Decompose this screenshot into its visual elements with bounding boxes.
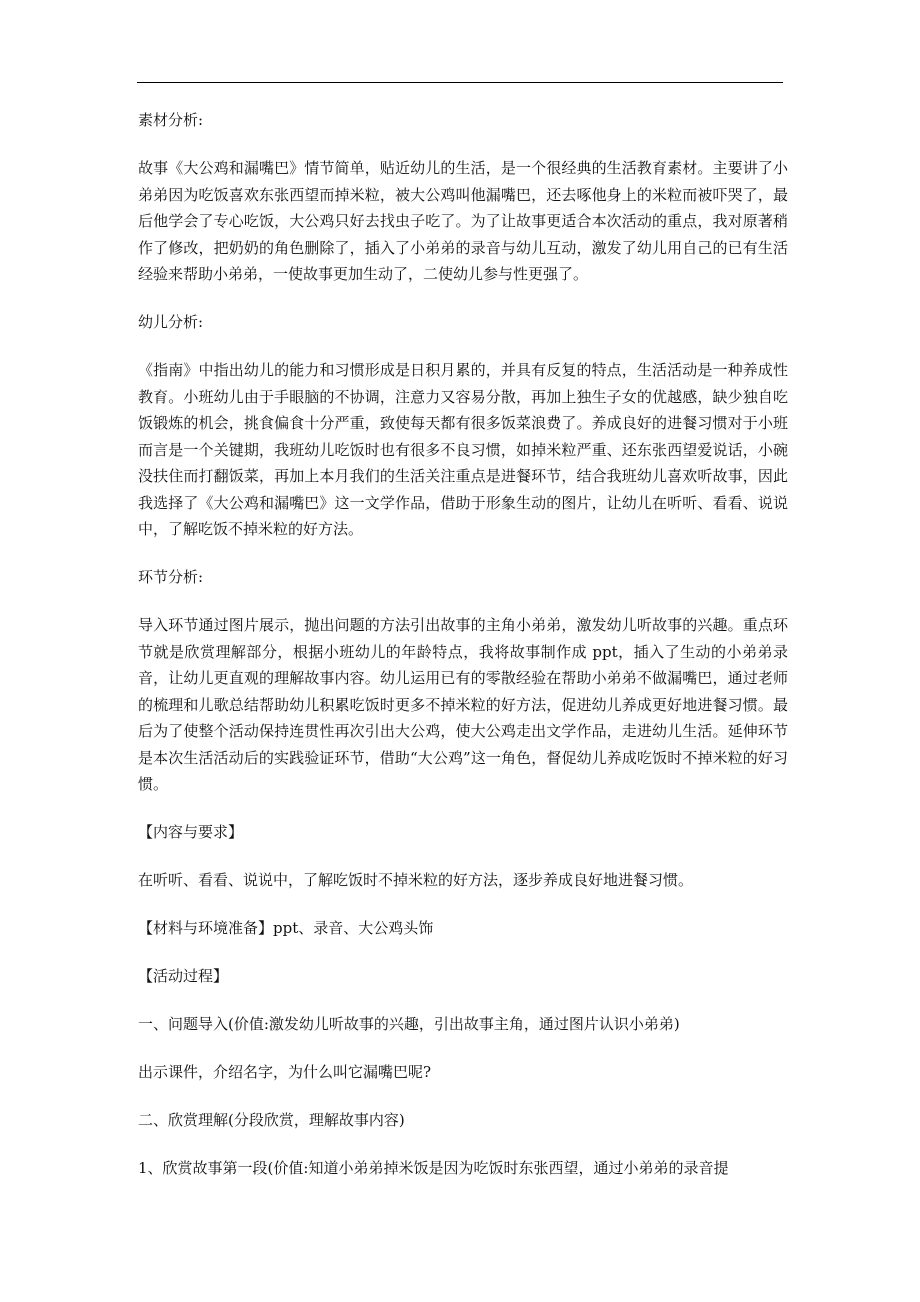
process-step-1: 一、问题导入(价值:激发幼儿听故事的兴趣，引出故事主角，通过图片认识小弟弟): [138, 1015, 680, 1033]
paragraph-materials: 【材料与环境准备】ppt、录音、大公鸡头饰: [138, 919, 434, 937]
header-rule: [137, 82, 783, 83]
process-step-1-body: 出示课件，介绍名字，为什么叫它漏嘴巴呢?: [138, 1063, 432, 1081]
section-heading-stage: 环节分析:: [138, 568, 204, 586]
paragraph-content: 在听听、看看、说说中，了解吃饭时不掉米粒的好方法，逐步养成良好地进餐习惯。: [138, 871, 694, 889]
document-body: [138, 107, 788, 1203]
section-heading-child: 幼儿分析:: [138, 313, 204, 331]
section-heading-content: 【内容与要求】: [138, 823, 244, 841]
paragraph-child: 《指南》中指出幼儿的能力和习惯形成是日积月累的，并具有反复的特点，生活活动是一种养成性教育。小班幼儿由于手眼脑的不协调，注意力又容易分散，再加上独生子女的优越感，缺少独自吃饭锻炼的机会，挑食偏食十分严重，致使每天都有很多饭菜浪费了。养成良好的进餐习惯对于小班而言是一个关键期，我班幼儿吃饭时也有很多不良习惯，如掉米粒严重、还东张西望爱说话，小碗没扶住而打翻饭菜，再加上本月我们的生活关注重点是进餐环节，结合我班幼儿喜欢听故事，因此我选择了《大公鸡和漏嘴巴》这一文学作品，借助于形象生动的图片，让幼儿在听听、看看、说说中，了解吃饭不掉米粒的好方法。: [138, 361, 788, 538]
paragraph-material: 故事《大公鸡和漏嘴巴》情节简单，贴近幼儿的生活，是一个很经典的生活教育素材。主要讲了小弟弟因为吃饭喜欢东张西望而掉米粒，被大公鸡叫他漏嘴巴，还去啄他身上的米粒而被吓哭了，最后他学会了专心吃饭，大公鸡只好去找虫子吃了。为了让故事更适合本次活动的重点，我对原著稍作了修改，把奶奶的角色删除了，插入了小弟弟的录音与幼儿互动，激发了幼儿用自己的已有生活经验来帮助小弟弟，一使故事更加生动了，二使幼儿参与性更强了。: [138, 159, 788, 283]
paragraph-stage: 导入环节通过图片展示，抛出问题的方法引出故事的主角小弟弟，激发幼儿听故事的兴趣。重点环节就是欣赏理解部分，根据小班幼儿的年龄特点，我将故事制作成 ppt，插入了生动的小弟弟录音，让幼儿更直观的理解故事内容。幼儿运用已有的零散经验在帮助小弟弟不做漏嘴巴，通过老师的梳理和儿歌总结帮助幼儿积累吃饭时更多不掉米粒的好方法，促进幼儿养成更好地进餐习惯。最后为了使整个活动保持连贯性再次引出大公鸡，使大公鸡走出文学作品，走进幼儿生活。延伸环节是本次生活活动后的实践验证环节，借助“大公鸡”这一角色，督促幼儿养成吃饭时不掉米粒的好习惯。: [138, 616, 788, 793]
process-step-2-1: 1、欣赏故事第一段(价值:知道小弟弟掉米饭是因为吃饭时东张西望，通过小弟弟的录音提: [138, 1159, 729, 1177]
section-heading-process: 【活动过程】: [138, 967, 229, 985]
process-step-2: 二、欣赏理解(分段欣赏，理解故事内容): [138, 1111, 405, 1129]
section-heading-material: 素材分析:: [138, 111, 204, 129]
